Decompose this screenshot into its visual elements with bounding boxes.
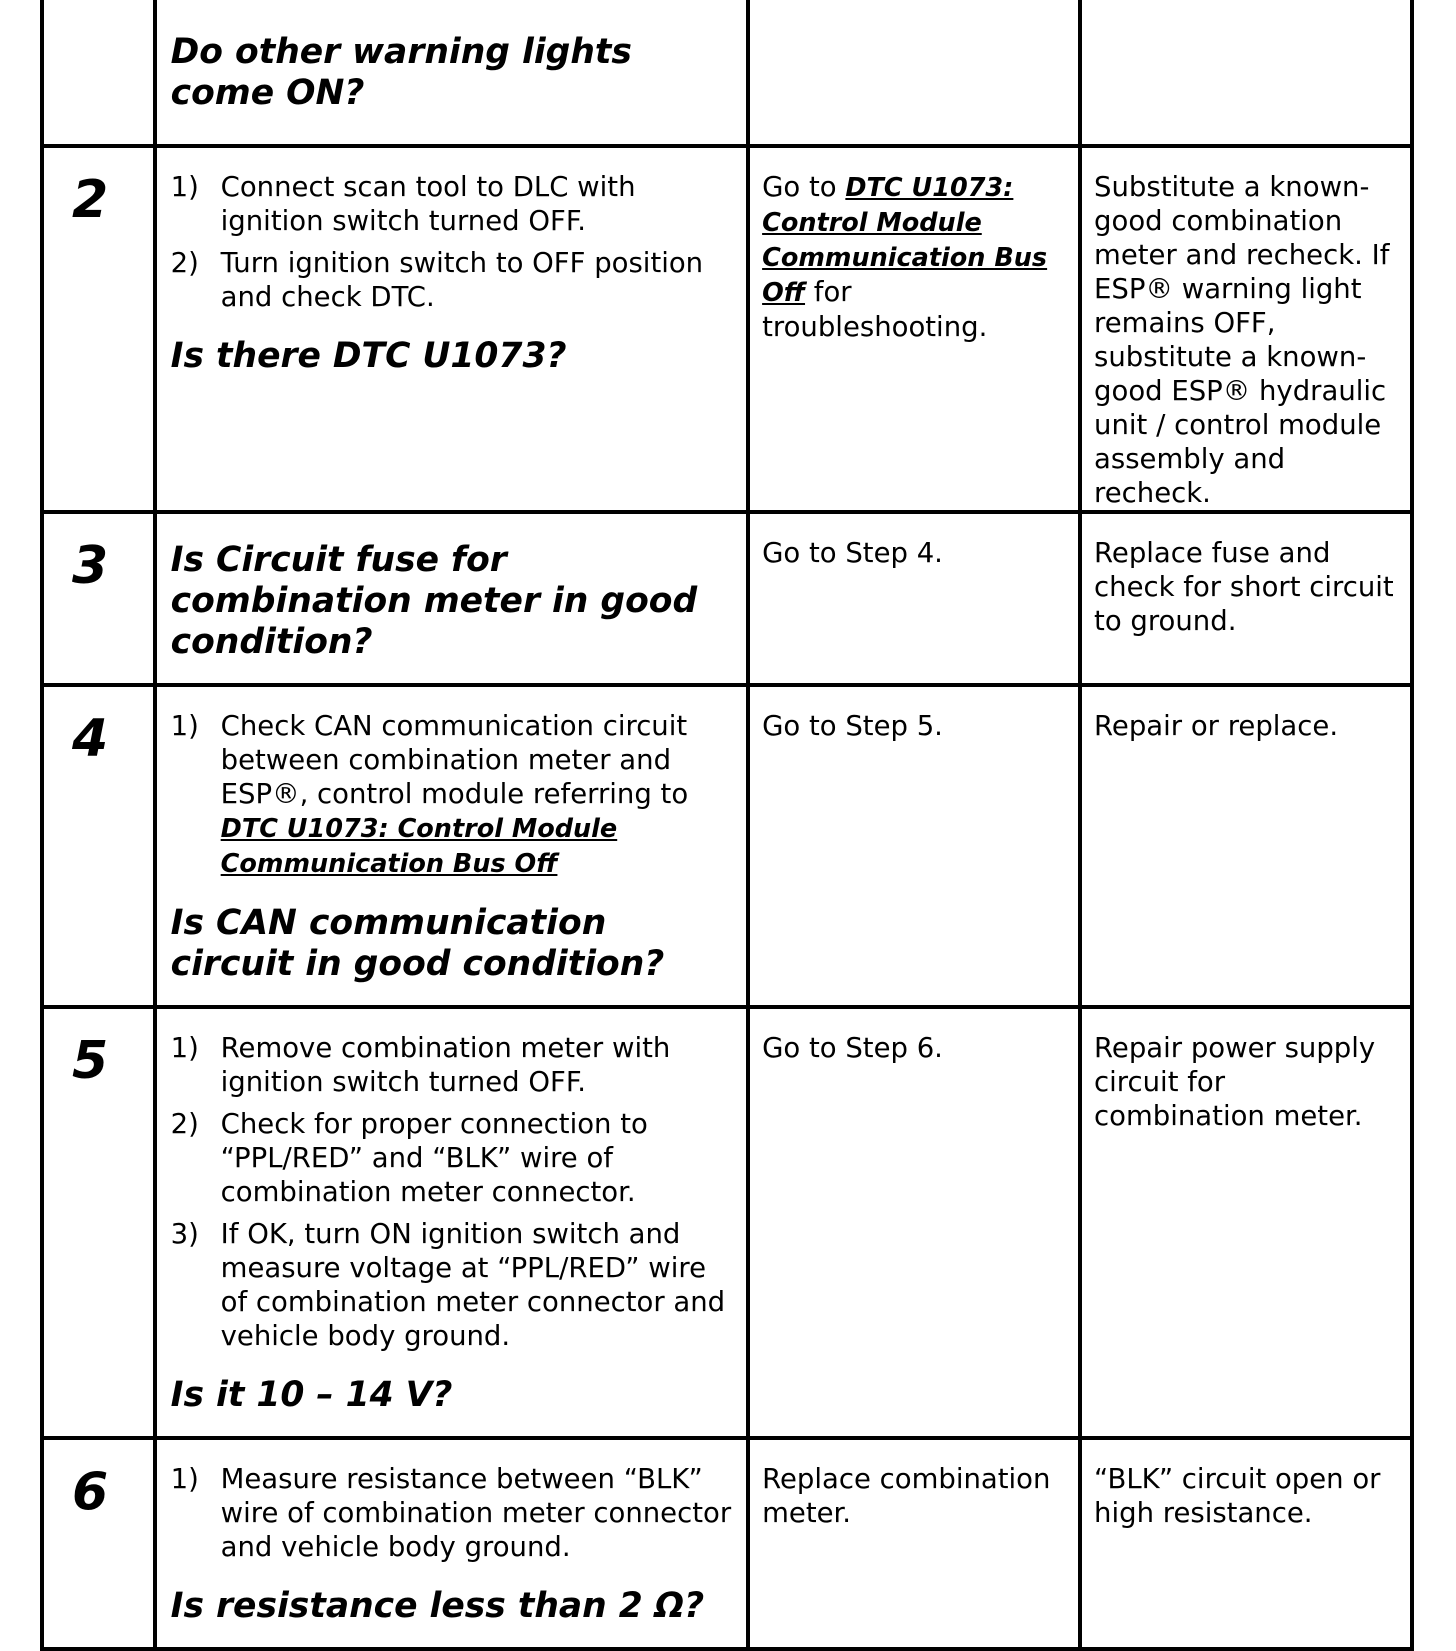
- table-row: [42, 0, 1412, 146]
- no-cell: [1080, 0, 1412, 146]
- step-number: 6: [72, 1462, 109, 1522]
- yes-cell: Go to Step 4.: [748, 512, 1080, 685]
- step-cell: [42, 1438, 155, 1649]
- action-cell: [155, 146, 748, 512]
- action-cell: [155, 1438, 748, 1649]
- table-row: [42, 512, 1412, 685]
- dtc-u1073-link[interactable]: DTC U1073: Control Module Communication Bus Off: [220, 814, 618, 879]
- action-item: 1) Remove combination meter with ignition switch turned OFF.: [170, 1032, 671, 1098]
- action-list: [171, 1462, 732, 1564]
- step-number: 5: [72, 1031, 109, 1091]
- step-cell: [42, 512, 155, 685]
- step-cell: [42, 0, 155, 146]
- question-text: Is resistance less than 2 Ω?: [170, 1586, 705, 1626]
- action-item: 2) Check for proper connection to “PPL/RED” and “BLK” wire of combination meter connector.: [170, 1108, 648, 1208]
- step-number: 4: [72, 709, 109, 769]
- no-cell: Repair or replace.: [1080, 685, 1412, 1007]
- question-text: Do other warning lights come ON?: [170, 32, 632, 113]
- action-cell: [155, 685, 748, 1007]
- table-row: [42, 1438, 1412, 1649]
- yes-cell: [748, 0, 1080, 146]
- no-cell: Replace fuse and check for short circuit to ground.: [1080, 512, 1412, 685]
- question-text: Is CAN communication circuit in good condition?: [170, 903, 665, 984]
- action-list: [171, 170, 732, 314]
- question-text: Is it 10 – 14 V?: [170, 1375, 453, 1415]
- action-item: 1) Connect scan tool to DLC with ignition switch turned OFF.: [170, 171, 636, 237]
- step-cell: [42, 685, 155, 1007]
- no-cell: “BLK” circuit open or high resistance.: [1080, 1438, 1412, 1649]
- step-number: 3: [72, 536, 109, 596]
- no-cell: Substitute a known-good combination meter and recheck. If ESP® warning light remains OFF, substitute a known-good ESP® hydraulic unit / control module assembly and recheck.: [1080, 146, 1412, 512]
- action-item: 1) Measure resistance between “BLK” wire of combination meter connector and vehicle body ground.: [170, 1463, 732, 1563]
- action-cell: [155, 0, 748, 146]
- step-cell: [42, 1007, 155, 1438]
- table-row: [42, 1007, 1412, 1438]
- no-cell: Repair power supply circuit for combination meter.: [1080, 1007, 1412, 1438]
- action-item: 3) If OK, turn ON ignition switch and measure voltage at “PPL/RED” wire of combination meter connector and vehicle body ground.: [170, 1218, 726, 1352]
- step-number: 2: [72, 170, 109, 230]
- action-item: 2) Turn ignition switch to OFF position and check DTC.: [170, 247, 704, 313]
- yes-cell: Go to Step 6.: [748, 1007, 1080, 1438]
- diagnosis-table: [40, 0, 1414, 1651]
- action-item: 1) Check CAN communication circuit between combination meter and ESP®, control module referring to DTC U1073: Control Module Communication Bus Off: [170, 710, 689, 879]
- question-text: Is Circuit fuse for combination meter in good condition?: [170, 540, 698, 662]
- dtc-u1073-link[interactable]: DTC U1073: Control Module Communication Bus Off: [762, 173, 1048, 308]
- yes-cell: Go to DTC U1073: Control Module Communication Bus Off for troubleshooting.: [748, 146, 1080, 512]
- action-list: [171, 1031, 732, 1353]
- yes-cell: Go to Step 5.: [748, 685, 1080, 1007]
- action-list: [171, 709, 732, 881]
- action-cell: [155, 512, 748, 685]
- step-cell: [42, 146, 155, 512]
- yes-cell: Replace combination meter.: [748, 1438, 1080, 1649]
- action-cell: [155, 1007, 748, 1438]
- table-row: [42, 146, 1412, 512]
- question-text: Is there DTC U1073?: [170, 336, 567, 376]
- table-row: [42, 685, 1412, 1007]
